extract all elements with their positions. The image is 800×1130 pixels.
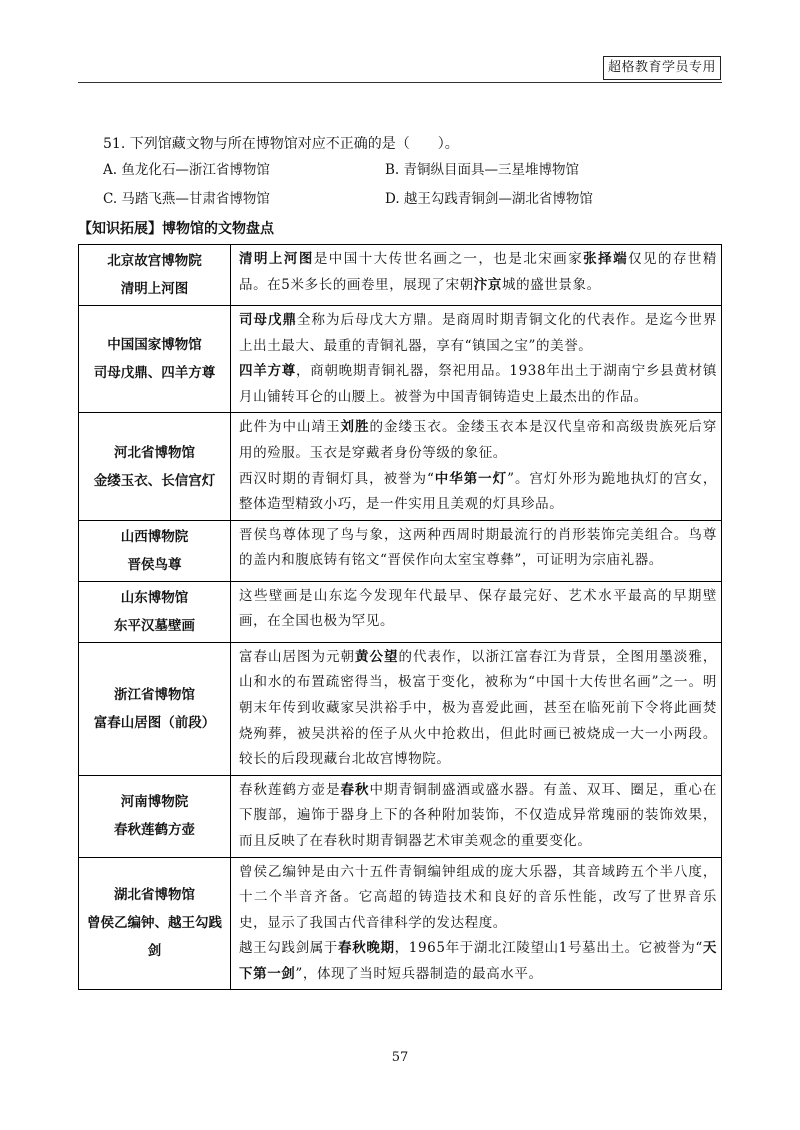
header-divider [78, 82, 722, 83]
museum-name: 河北省博物馆 [114, 444, 195, 461]
description-cell [231, 520, 722, 581]
description-text: 全称为后母戊大方鼎。是商周时期青铜文化的代表作。是迄今世界上出土最大、最重的青铜礼器，享有“镇国之宝”的美誉。 [239, 312, 718, 354]
highlight-term: 张择端 [583, 251, 629, 267]
description-text: ，商朝晚期青铜礼器，祭祀用品。1938年出土于湖南宁乡县黄材镇月山铺转耳仑的山腰上。被誉为中国青铜铸造史上最杰出的作品。 [239, 363, 717, 405]
museum-cell [79, 520, 231, 581]
description-text: 中期青铜制盛酒或盛水器。有盖、双耳、圈足，重心在下腹部，遍饰于器身上下的各种附加装饰，不仅造成异常瑰丽的装饰效果，而且反映了在春秋时期青铜器艺术审美观念的重要变化。 [239, 781, 718, 849]
description-cell [231, 775, 722, 857]
description-text: 这些壁画是山东迄今发现年代最早、保存最完好、艺术水平最高的早期壁画，在全国也极为罕见。 [239, 587, 717, 630]
highlight-term: 春秋晚期 [338, 940, 395, 957]
table-row [79, 413, 722, 520]
table-row [79, 581, 722, 642]
artifact-name: 富春山居图（前段） [93, 714, 216, 731]
description-cell [231, 306, 722, 413]
museum-name: 山东博物馆 [120, 589, 189, 606]
artifact-name: 曾侯乙编钟、越王勾践剑 [87, 915, 222, 960]
table-row [79, 245, 722, 306]
museum-cell [79, 775, 231, 857]
description-text: ”，体现了当时短兵器制造的最高水平。 [295, 965, 543, 982]
highlight-term: 春秋 [340, 781, 370, 798]
artifact-name: 清明上河图 [120, 281, 189, 297]
table-row [79, 857, 722, 990]
museum-name: 浙江省博物馆 [114, 686, 195, 703]
highlight-term: 司母戊鼎 [239, 312, 297, 328]
museum-name: 湖北省博物馆 [114, 887, 195, 904]
description-text: 是中国十大传世名画之一，也是北宋画家 [313, 251, 584, 267]
highlight-term: 清明上河图 [239, 251, 314, 267]
museum-cell [79, 306, 231, 413]
description-text: 西汉时期的青铜灯具，被誉为“ [239, 470, 435, 487]
description-paragraph [239, 308, 717, 359]
museum-name: 河南博物院 [120, 794, 189, 811]
option-a[interactable]: A. 鱼龙化石—浙江省博物馆 [103, 162, 270, 178]
description-paragraph [239, 359, 717, 410]
description-text: 仅见的存世精品。在5米多长的画卷里，展现了宋朝 [239, 251, 717, 293]
highlight-term: 四羊方尊 [239, 363, 296, 380]
table-row [79, 775, 722, 857]
museum-cell [79, 413, 231, 520]
description-text: 曾侯乙编钟是由六十五件青铜编钟组成的庞大乐器，其音域跨五个半八度，十二个半音齐备。它高超的铸造技术和良好的音乐性能，改写了世界音乐史，显示了我国古代音律科学的发达程度。 [239, 863, 717, 931]
table-row [79, 306, 722, 413]
museum-cell [79, 581, 231, 642]
highlight-term: 刘胜 [340, 419, 370, 436]
description-text: ”。宫灯外形为跪地执灯的宫女，整体造型精致小巧，是一件实用且美观的灯具珍品。 [239, 470, 718, 513]
option-b[interactable]: B. 青铜纵目面具—三星堆博物馆 [385, 162, 580, 178]
knowledge-extension-title: 【知识拓展】博物馆的文物盘点 [78, 221, 274, 237]
description-text: ，1965年于湖北江陵望山1号墓出土。它被誉为“ [394, 940, 703, 957]
description-text: 晋侯鸟尊体现了鸟与象，这两种西周时期最流行的肖形装饰完美组合。鸟尊的盖内和腹底铸有铭文“晋侯作向太室宝尊彝”，可证明为宗庙礼器。 [239, 526, 717, 569]
highlight-term: 中华第一灯 [434, 470, 508, 487]
description-cell [231, 413, 722, 520]
artifact-name: 司母戊鼎、四羊方尊 [93, 365, 216, 382]
artifact-name: 东平汉墓壁画 [114, 617, 195, 634]
highlight-term: 黄公望 [354, 648, 399, 665]
description-cell [231, 857, 722, 990]
description-text: 春秋莲鹤方壶是 [239, 781, 341, 798]
description-text: 此件为中山靖王 [239, 419, 341, 436]
table-row [79, 642, 722, 775]
description-text: 富春山居图为元朝 [239, 648, 355, 665]
museum-name: 中国国家博物馆 [107, 337, 202, 354]
description-text: 的金缕玉衣。金缕玉衣本是汉代皇帝和高级贵族死后穿用的殓服。玉衣是穿戴者身份等级的象征。 [239, 419, 718, 461]
artifact-name: 春秋莲鹤方壶 [114, 822, 195, 839]
museum-name: 山西博物院 [120, 528, 189, 545]
description-text: 的代表作，以浙江富春江为背景，全图用墨淡雅，山和水的布置疏密得当，极富于变化，被称为“中国十大传世名画”之一。明朝末年传到收藏家吴洪裕手中，极为喜爱此画，甚至在临死前下令将此画焚烧殉葬，被吴洪裕的侄子从火中抢救出，但此时画已被烧成一大一小两段。较长的后段现藏台北故宫博物院。 [239, 648, 717, 768]
description-text: 城的盛世景象。 [502, 276, 601, 293]
page-number: 57 [391, 1050, 409, 1065]
option-d[interactable]: D. 越王勾践青铜剑—湖北省博物馆 [385, 191, 593, 207]
description-paragraph [239, 467, 717, 518]
museum-cell [79, 245, 231, 306]
table-row [79, 520, 722, 581]
description-cell [231, 245, 722, 306]
museum-artifact-table [78, 244, 722, 990]
description-cell [231, 642, 722, 775]
highlight-term: 汴京 [473, 276, 502, 293]
description-cell [231, 581, 722, 642]
museum-cell [79, 857, 231, 990]
museum-cell [79, 642, 231, 775]
description-paragraph [239, 860, 717, 937]
description-paragraph [239, 415, 717, 466]
artifact-name: 金缕玉衣、长信宫灯 [93, 472, 216, 489]
header-tag: 超格教育学员专用 [603, 56, 721, 80]
description-paragraph [239, 936, 717, 987]
description-text: 越王勾践剑属于 [239, 940, 339, 957]
question-stem: 51. 下列馆藏文物与所在博物馆对应不正确的是（ ）。 [103, 136, 459, 152]
museum-name: 北京故宫博物院 [107, 253, 202, 269]
artifact-name: 晋侯鸟尊 [127, 556, 182, 573]
highlight-term: 天下第一剑 [239, 940, 718, 982]
option-c[interactable]: C. 马踏飞燕—甘肃省博物馆 [103, 191, 270, 207]
